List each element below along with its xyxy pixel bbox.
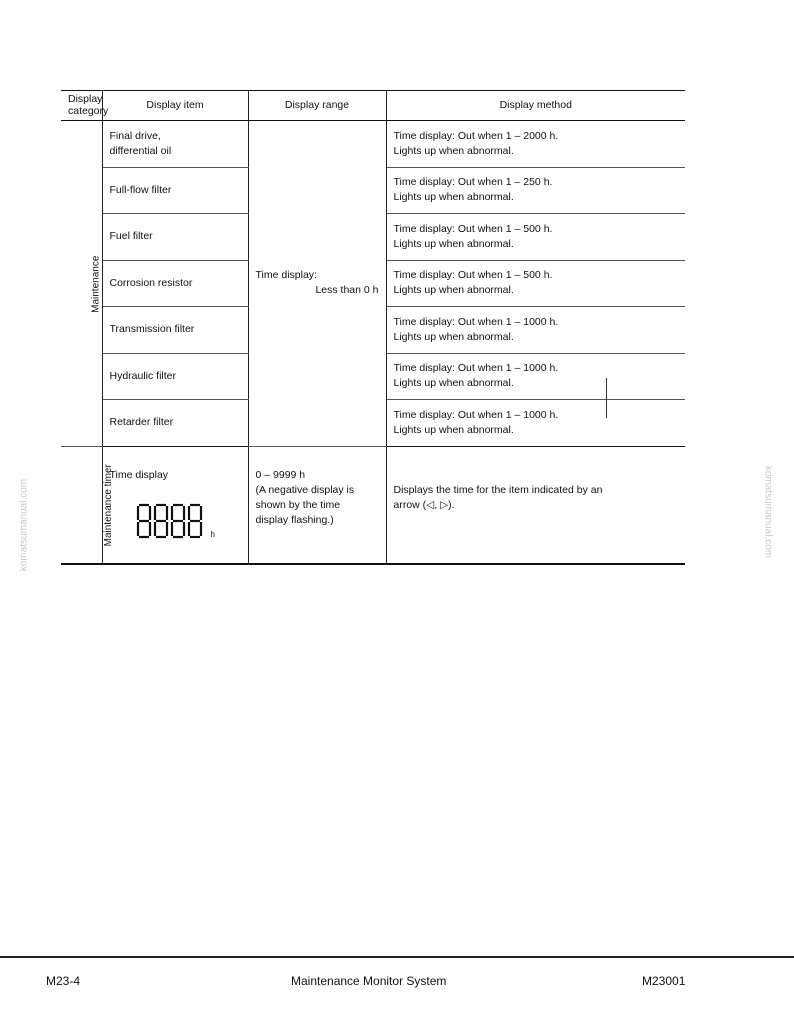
display-item-line: differential oil — [109, 144, 172, 157]
timer-range-line: display flashing.) — [255, 514, 334, 527]
display-item-line: Full-flow filter — [109, 183, 172, 196]
display-method-line: Time display: Out when 1 – 500 h. — [393, 269, 553, 282]
margin-mark — [606, 378, 607, 418]
monitor-display-table — [61, 90, 685, 565]
watermark-left: komatsumanual.com — [18, 478, 30, 572]
display-item-line: Fuel filter — [109, 230, 153, 243]
header-display-item: Display item — [102, 91, 248, 121]
display-method-line: Time display: Out when 1 – 1000 h. — [393, 362, 559, 375]
timer-range-cell — [248, 446, 386, 564]
display-range-line: Less than 0 h — [315, 284, 379, 297]
display-method-line: Lights up when abnormal. — [393, 191, 514, 204]
footer-page-number: M23-4 — [46, 974, 81, 988]
display-item-line: Retarder filter — [109, 416, 174, 429]
display-item-cell — [102, 167, 248, 214]
display-method-line: Lights up when abnormal. — [393, 284, 514, 297]
display-method-cell — [386, 307, 685, 354]
category-label: Maintenance — [90, 255, 102, 313]
display-range-line: Time display: — [255, 269, 317, 282]
display-method-cell — [386, 400, 685, 447]
display-item-cell — [102, 400, 248, 447]
timer-method-line: Displays the time for the item indicated by an — [393, 483, 603, 496]
display-item-cell — [102, 121, 248, 168]
footer-rule — [0, 956, 794, 958]
watermark-right: komatsumanual.com — [762, 465, 774, 559]
seven-segment-display — [136, 503, 216, 543]
display-method-line: Lights up when abnormal. — [393, 330, 514, 343]
header-display-category: Display category — [61, 91, 102, 121]
display-method-line: Lights up when abnormal. — [393, 144, 514, 157]
category-label: Maintenance timer — [102, 464, 114, 547]
display-method-line: Time display: Out when 1 – 2000 h. — [393, 129, 559, 142]
display-method-cell — [386, 121, 685, 168]
timer-range-line: (A negative display is — [255, 483, 355, 496]
header-display-method: Display method — [386, 91, 685, 121]
display-method-cell — [386, 260, 685, 307]
display-method-cell — [386, 167, 685, 214]
header-display-range: Display range — [248, 91, 386, 121]
display-method-line: Time display: Out when 1 – 250 h. — [393, 176, 553, 189]
table-row — [61, 121, 685, 168]
timer-method-line: arrow (◁, ▷). — [393, 498, 455, 511]
table-header-row — [61, 91, 685, 121]
display-method-line: Time display: Out when 1 – 500 h. — [393, 222, 553, 235]
display-unit: h — [210, 529, 215, 539]
display-method-line: Time display: Out when 1 – 1000 h. — [393, 315, 559, 328]
display-item-cell — [102, 353, 248, 400]
timer-method-cell — [386, 446, 685, 564]
display-method-line: Time display: Out when 1 – 1000 h. — [393, 408, 559, 421]
display-method-line: Lights up when abnormal. — [393, 423, 514, 436]
category-maintenance-timer — [61, 446, 114, 564]
display-range-cell — [248, 121, 386, 447]
display-method-line: Lights up when abnormal. — [393, 377, 514, 390]
display-item-line: Corrosion resistor — [109, 276, 193, 289]
display-item-line: Hydraulic filter — [109, 369, 177, 382]
display-item-line: Transmission filter — [109, 323, 195, 336]
display-item-cell — [102, 214, 248, 261]
timer-range-line: shown by the time — [255, 498, 341, 511]
footer-document-code: M23001 — [642, 974, 686, 988]
display-item-line: Final drive, — [109, 129, 161, 142]
display-item-cell — [102, 307, 248, 354]
timer-item-cell — [102, 446, 248, 564]
display-method-line: Lights up when abnormal. — [393, 237, 514, 250]
display-item-cell — [102, 260, 248, 307]
table-row-maintenance-timer — [61, 446, 685, 564]
timer-range-line: 0 – 9999 h — [255, 468, 306, 481]
seven-segment-icon — [136, 503, 208, 541]
display-method-cell — [386, 214, 685, 261]
footer-section-title: Maintenance Monitor System — [291, 974, 447, 988]
timer-item-label: Time display — [109, 468, 169, 481]
display-method-cell — [386, 353, 685, 400]
category-maintenance — [61, 121, 102, 447]
